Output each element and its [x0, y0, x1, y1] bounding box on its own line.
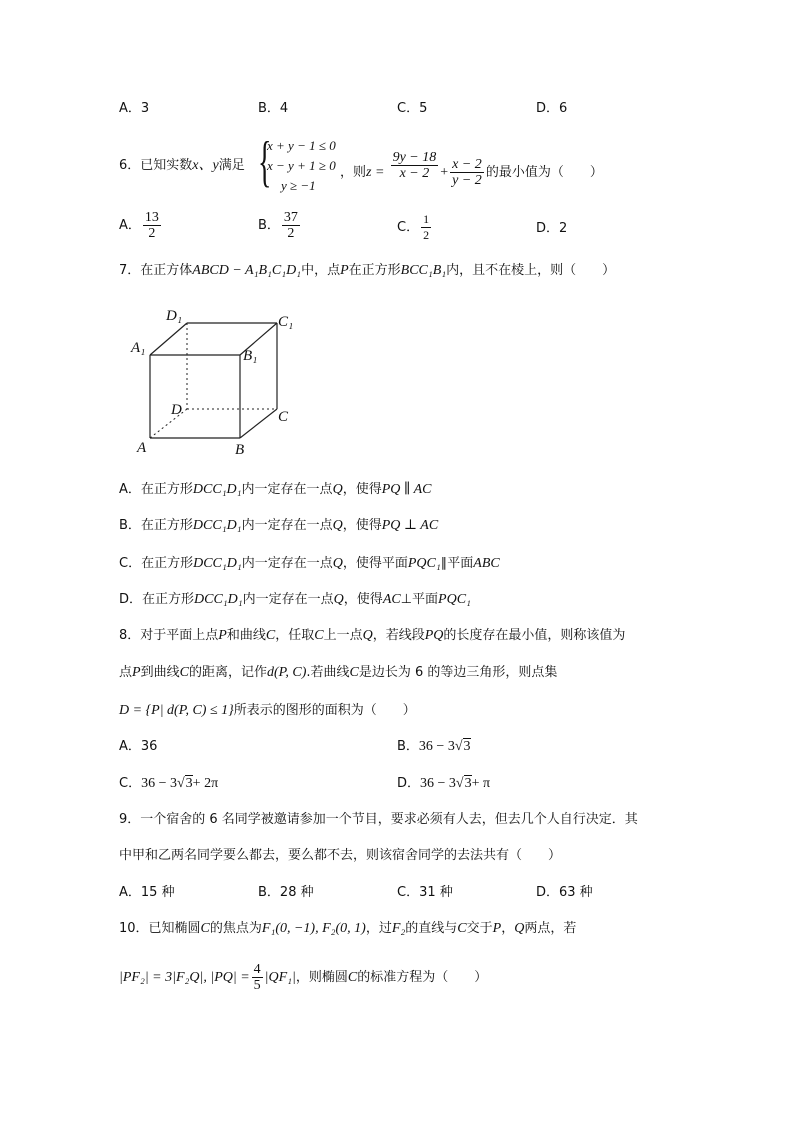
q6-constraint-2: x − y + 1 ≥ 0: [267, 158, 336, 173]
q9-option-b: B．28 种: [258, 885, 314, 900]
q6-stem-start: 6．已知实数x、y满足: [119, 158, 245, 173]
q8-stem-line-1: 8．对于平面上点P和曲线C，任取C上一点Q，若线段PQ的长度存在最小值，则称该值为: [119, 628, 626, 643]
q8-option-a: A．36: [119, 739, 158, 754]
label-d1: D₁: [166, 308, 183, 324]
q9-option-d: D．63 种: [536, 885, 593, 900]
q8-stem-line-3: D = {P| d(P, C) ≤ 1}所表示的图形的面积为（ ）: [119, 703, 416, 718]
label-b1: B₁: [243, 348, 258, 364]
q6-fraction-2: $\frac{x - 2}{y - 2}$: [452, 157, 482, 188]
label-d: D: [171, 402, 182, 418]
q6-option-b: B． $\frac{37}{2}$: [258, 210, 298, 241]
q6-option-d: D．2: [536, 221, 568, 236]
q8-option-c: C．36 − 3√3+ 2π: [119, 776, 219, 791]
q10-fraction: $\frac{4}{5}$: [253, 962, 261, 993]
q9-option-a: A．15 种: [119, 885, 175, 900]
q9-option-c: C．31 种: [397, 885, 453, 900]
q6-constraint-1: x + y − 1 ≤ 0: [267, 138, 336, 153]
q9-stem-line-1: 9．一个宿舍的 6 名同学被邀请参加一个节目，要求必须有人去，但去几个人自行决定．其: [119, 812, 638, 827]
q6-stem-end: ，则z = $\frac{9y - 18}{x - 2}$ + $\frac{x - 2}{y - 2}$ 的最小值为（ ）: [340, 150, 603, 188]
q6-option-a: A． $\frac{13}{2}$: [119, 210, 159, 241]
q5-option-c: C．5: [397, 101, 428, 116]
q10-stem-line-1: 10．已知椭圆C的焦点为F₁(0, −1), F₂(0, 1)，过F₂的直线与C交于P，Q两点，若: [119, 921, 577, 936]
q9-stem-line-2: 中甲和乙两名同学要么都去，要么都不去，则该宿舍同学的去法共有（ ）: [119, 848, 562, 863]
q8-stem-line-2: 点P到曲线C的距离，记作d(P, C).若曲线C是边长为 6 的等边三角形，则点集: [119, 665, 558, 680]
q5-option-a: A．3: [119, 101, 150, 116]
q6-option-b-fraction: $\frac{37}{2}$: [283, 210, 298, 241]
brace-icon: {: [258, 131, 272, 193]
label-c1: C₁: [278, 314, 294, 330]
cube-figure: [125, 300, 305, 460]
q10-stem-line-2: |PF₂| = 3|F₂Q|, |PQ| = $\frac{4}{5}$ |QF₁|，则椭圆C的标准方程为（ ）: [119, 962, 488, 993]
label-c: C: [278, 409, 289, 425]
q6-option-c-fraction: $\frac{1}{2}$: [423, 212, 430, 242]
edge-a1d1: [150, 323, 187, 355]
q5-option-b: B．4: [258, 101, 289, 116]
edge-cb: [240, 409, 277, 438]
q7-option-b: B．在正方形DCC₁D₁内一定存在一点Q，使得PQ ⊥ AC: [119, 518, 439, 533]
label-a1: A₁: [131, 340, 146, 356]
q5-option-d: D．6: [536, 101, 568, 116]
q7-option-d: D．在正方形DCC₁D₁内一定存在一点Q，使得AC⊥平面PQC₁: [119, 592, 471, 607]
q8-option-d: D．36 − 3√3+ π: [397, 776, 491, 791]
q6-fraction-1: $\frac{9y - 18}{x - 2}$: [392, 150, 437, 181]
q6-option-c: C． $\frac{1}{2}$: [397, 212, 430, 242]
label-a: A: [137, 440, 147, 456]
q7-option-a: A．在正方形DCC₁D₁内一定存在一点Q，使得PQ ∥ AC: [119, 482, 432, 497]
q7-stem: 7．在正方体ABCD − A₁B₁C₁D₁中，点P在正方形BCC₁B₁内，且不在棱上，则（ ）: [119, 263, 616, 278]
q6-option-a-fraction: $\frac{13}{2}$: [144, 210, 159, 241]
q6-constraint-3: y ≥ −1: [281, 178, 316, 193]
q8-option-b: B．36 − 3√3: [397, 739, 471, 754]
label-b: B: [235, 442, 245, 458]
q7-option-c: C．在正方形DCC₁D₁内一定存在一点Q，使得平面PQC₁∥平面ABC: [119, 556, 500, 571]
